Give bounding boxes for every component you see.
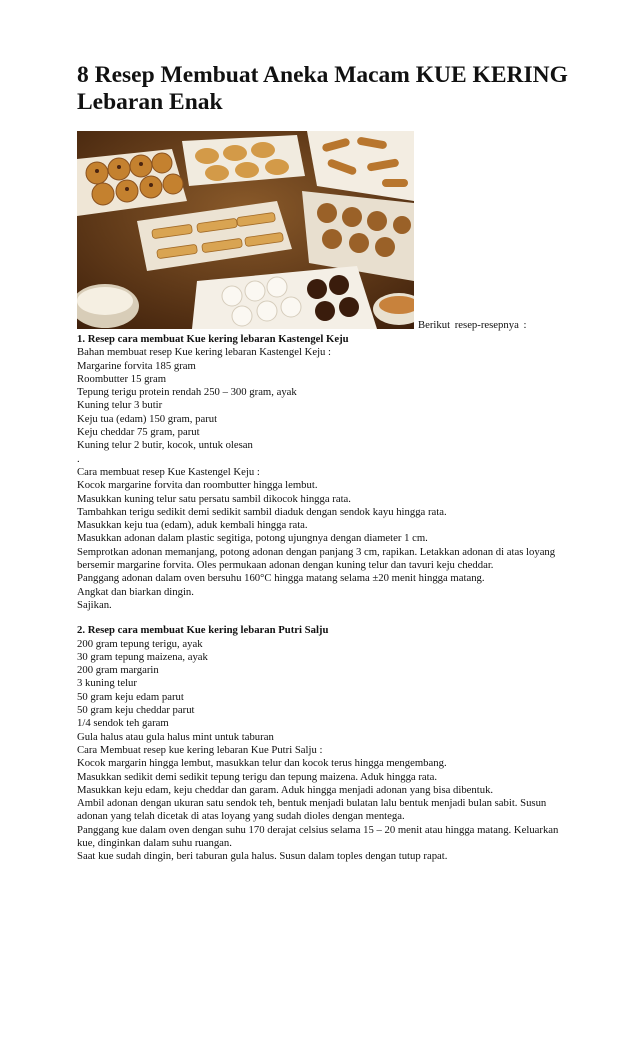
recipe1-line: Tambahkan terigu sedikit demi sedikit sambil diaduk dengan sendok kayu hingga rata. [77, 505, 447, 518]
recipe2-line: Saat kue sudah dingin, beri taburan gula halus. Susun dalam toples dengan tutup rapat. [77, 850, 448, 863]
cookies-photo-illustration [77, 131, 414, 329]
recipe-2-heading: 2. Resep cara membuat Kue kering lebaran Putri Salju [77, 624, 329, 637]
recipe1-line: Semprotkan adonan memanjang, potong adonan dengan panjang 3 cm, rapikan. Letakkan adonan di atas loyang bersemir margarine forvita. Oles permukaan adonan dengan kuning telur dan tavuri keju cheddar. [77, 545, 556, 572]
recipe2-line: Cara Membuat resep kue kering lebaran Kue Putri Salju : [77, 743, 323, 756]
recipe1-line: Cara membuat resep Kue Kastengel Keju : [77, 465, 260, 478]
page-title: 8 Resep Membuat Aneka Macam KUE KERING Lebaran Enak [77, 62, 568, 115]
recipe2-line: Masukkan sedikit demi sedikit tepung terigu dan tepung maizena. Aduk hingga rata. [77, 770, 438, 783]
intro-text: Berikut resep-resepnya : [418, 319, 527, 331]
recipe1-line: Masukkan adonan dalam plastic segitiga, potong ujungnya dengan diameter 1 cm. [77, 532, 428, 545]
recipe2-line: Kocok margarin hingga lembut, masukkan telur dan kocok terus hingga mengembang. [77, 757, 447, 770]
recipe1-line: Tepung terigu protein rendah 250 – 300 gram, ayak [77, 386, 297, 399]
recipe1-line: Kocok margarine forvita dan roombutter hingga lembut. [77, 479, 318, 492]
recipe1-line: Masukkan keju tua (edam), aduk kembali hingga rata. [77, 519, 308, 532]
recipe2-line: 200 gram tepung terigu, ayak [77, 637, 203, 650]
recipe-2-lines [77, 638, 567, 864]
recipe-1-heading: 1. Resep cara membuat Kue kering lebaran Kastengel Keju [77, 333, 349, 345]
recipe2-line: Gula halus atau gula halus mint untuk taburan [77, 730, 274, 743]
recipe1-line: Keju cheddar 75 gram, parut [77, 426, 200, 439]
recipe2-line: Panggang kue dalam oven dengan suhu 170 derajat celsius selama 15 – 20 menit atau hingga matang. Keluarkan kue, dinginkan dalam suhu ruangan. [77, 823, 559, 849]
recipe2-line: 200 gram margarin [77, 664, 159, 677]
recipe2-line: 3 kuning telur [77, 677, 137, 690]
recipe1-line: . [77, 452, 80, 465]
recipe2-line: Ambil adonan dengan ukuran satu sendok teh, bentuk menjadi bulatan lalu bentuk menjadi bulan sabit. Susun adonan yang telah dicetak di atas loyang yang sudah dioles dengan mentega. [77, 797, 547, 823]
recipe1-line: Roombutter 15 gram [77, 372, 167, 385]
recipe1-line: Angkat dan biarkan dingin. [77, 585, 194, 598]
recipe1-line: Sajikan. [77, 598, 112, 611]
cookies-photo [77, 131, 414, 329]
recipe1-line: Kuning telur 2 butir, kocok, untuk olesan [77, 439, 253, 452]
recipe2-line: 50 gram keju edam parut [77, 690, 184, 703]
section-gap [77, 612, 567, 624]
recipe1-line: Panggang adonan dalam oven bersuhu 160°C hingga matang selama ±20 menit hingga matang. [77, 572, 485, 585]
recipe-1-lines [77, 346, 567, 612]
recipe1-line: Margarine forvita 185 gram [77, 359, 196, 372]
recipe1-line: Bahan membuat resep Kue kering lebaran Kastengel Keju : [77, 346, 332, 359]
recipe1-line: Keju tua (edam) 150 gram, parut [77, 412, 218, 425]
recipe2-line: 1/4 sendok teh garam [77, 717, 169, 730]
recipe1-line: Kuning telur 3 butir [77, 399, 163, 412]
document-body [77, 333, 567, 864]
recipe2-line: 30 gram tepung maizena, ayak [77, 650, 208, 663]
recipe2-line: 50 gram keju cheddar parut [77, 704, 195, 717]
recipe2-line: Masukkan keju edam, keju cheddar dan garam. Aduk hingga menjadi adonan yang bisa dibentuk. [77, 783, 494, 796]
recipe1-line: Masukkan kuning telur satu persatu sambil dikocok hingga rata. [77, 492, 351, 505]
